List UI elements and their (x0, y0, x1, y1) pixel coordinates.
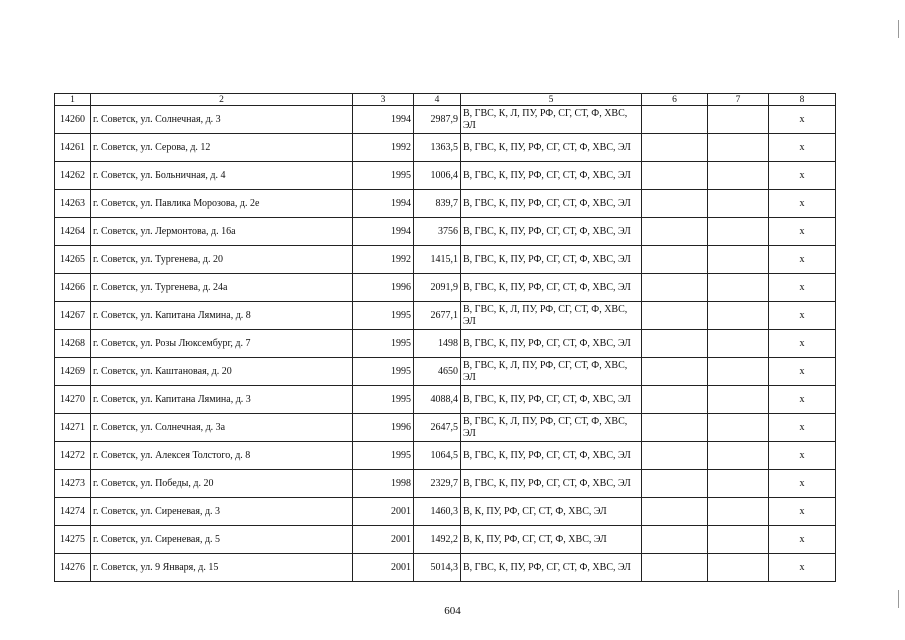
year-cell: 1996 (353, 414, 414, 442)
column-7-cell (708, 414, 769, 442)
column-6-cell (642, 442, 708, 470)
column-6-cell (642, 274, 708, 302)
address-cell: г. Советск, ул. Павлика Морозова, д. 2е (91, 190, 353, 218)
area-cell: 1363,5 (414, 134, 461, 162)
address-cell: г. Советск, ул. Капитана Лямина, д. 8 (91, 302, 353, 330)
column-6-cell (642, 386, 708, 414)
column-8-cell: x (769, 274, 836, 302)
column-8-cell: x (769, 498, 836, 526)
column-7-cell (708, 302, 769, 330)
row-number-cell: 14260 (55, 106, 91, 134)
area-cell: 2329,7 (414, 470, 461, 498)
row-number-cell: 14270 (55, 386, 91, 414)
area-cell: 5014,3 (414, 554, 461, 582)
year-cell: 1992 (353, 134, 414, 162)
table-row (55, 554, 836, 582)
column-8-cell: x (769, 218, 836, 246)
column-8-cell: x (769, 302, 836, 330)
address-cell: г. Советск, ул. Розы Люксембург, д. 7 (91, 330, 353, 358)
services-cell: В, ГВС, К, Л, ПУ, РФ, СГ, СТ, Ф, ХВС, ЭЛ (461, 414, 642, 442)
column-6-cell (642, 106, 708, 134)
column-7-cell (708, 358, 769, 386)
area-cell: 2091,9 (414, 274, 461, 302)
column-8-cell: x (769, 106, 836, 134)
services-cell: В, ГВС, К, ПУ, РФ, СГ, СТ, Ф, ХВС, ЭЛ (461, 218, 642, 246)
column-header-7: 7 (708, 94, 769, 106)
column-7-cell (708, 330, 769, 358)
column-6-cell (642, 330, 708, 358)
table-row (55, 358, 836, 386)
table-row (55, 190, 836, 218)
scan-edge-mark (898, 20, 899, 38)
table-row (55, 134, 836, 162)
table-row (55, 498, 836, 526)
address-cell: г. Советск, ул. Больничная, д. 4 (91, 162, 353, 190)
row-number-cell: 14268 (55, 330, 91, 358)
table-row (55, 274, 836, 302)
column-8-cell: x (769, 414, 836, 442)
column-7-cell (708, 386, 769, 414)
column-6-cell (642, 302, 708, 330)
services-cell: В, ГВС, К, ПУ, РФ, СГ, СТ, Ф, ХВС, ЭЛ (461, 162, 642, 190)
table-header-row (55, 94, 836, 106)
services-cell: В, К, ПУ, РФ, СГ, СТ, Ф, ХВС, ЭЛ (461, 526, 642, 554)
column-6-cell (642, 190, 708, 218)
services-cell: В, ГВС, К, ПУ, РФ, СГ, СТ, Ф, ХВС, ЭЛ (461, 386, 642, 414)
table-row (55, 162, 836, 190)
row-number-cell: 14267 (55, 302, 91, 330)
scan-edge-mark (898, 590, 899, 608)
services-cell: В, ГВС, К, Л, ПУ, РФ, СГ, СТ, Ф, ХВС, ЭЛ (461, 106, 642, 134)
services-cell: В, ГВС, К, ПУ, РФ, СГ, СТ, Ф, ХВС, ЭЛ (461, 246, 642, 274)
services-cell: В, ГВС, К, ПУ, РФ, СГ, СТ, Ф, ХВС, ЭЛ (461, 442, 642, 470)
year-cell: 1995 (353, 162, 414, 190)
column-8-cell: x (769, 442, 836, 470)
area-cell: 1064,5 (414, 442, 461, 470)
column-8-cell: x (769, 386, 836, 414)
table-row (55, 526, 836, 554)
year-cell: 1994 (353, 218, 414, 246)
address-cell: г. Советск, ул. Каштановая, д. 20 (91, 358, 353, 386)
area-cell: 1498 (414, 330, 461, 358)
page-number: 604 (444, 605, 461, 617)
column-8-cell: x (769, 330, 836, 358)
column-header-5: 5 (461, 94, 642, 106)
year-cell: 2001 (353, 498, 414, 526)
services-cell: В, ГВС, К, ПУ, РФ, СГ, СТ, Ф, ХВС, ЭЛ (461, 470, 642, 498)
address-cell: г. Советск, ул. Лермонтова, д. 16а (91, 218, 353, 246)
column-header-8: 8 (769, 94, 836, 106)
row-number-cell: 14261 (55, 134, 91, 162)
column-7-cell (708, 554, 769, 582)
services-cell: В, ГВС, К, ПУ, РФ, СГ, СТ, Ф, ХВС, ЭЛ (461, 554, 642, 582)
year-cell: 1995 (353, 442, 414, 470)
area-cell: 2647,5 (414, 414, 461, 442)
services-cell: В, ГВС, К, ПУ, РФ, СГ, СТ, Ф, ХВС, ЭЛ (461, 190, 642, 218)
area-cell: 1415,1 (414, 246, 461, 274)
row-number-cell: 14264 (55, 218, 91, 246)
year-cell: 1992 (353, 246, 414, 274)
column-7-cell (708, 162, 769, 190)
year-cell: 2001 (353, 526, 414, 554)
column-header-1: 1 (55, 94, 91, 106)
row-number-cell: 14272 (55, 442, 91, 470)
column-6-cell (642, 358, 708, 386)
table-row (55, 302, 836, 330)
table-row (55, 442, 836, 470)
column-7-cell (708, 190, 769, 218)
column-header-3: 3 (353, 94, 414, 106)
area-cell: 1460,3 (414, 498, 461, 526)
column-6-cell (642, 246, 708, 274)
address-cell: г. Советск, ул. Серова, д. 12 (91, 134, 353, 162)
services-cell: В, ГВС, К, ПУ, РФ, СГ, СТ, Ф, ХВС, ЭЛ (461, 134, 642, 162)
services-cell: В, ГВС, К, ПУ, РФ, СГ, СТ, Ф, ХВС, ЭЛ (461, 274, 642, 302)
column-8-cell: x (769, 134, 836, 162)
address-cell: г. Советск, ул. 9 Января, д. 15 (91, 554, 353, 582)
column-8-cell: x (769, 246, 836, 274)
year-cell: 1995 (353, 358, 414, 386)
row-number-cell: 14271 (55, 414, 91, 442)
column-header-6: 6 (642, 94, 708, 106)
column-6-cell (642, 526, 708, 554)
column-header-2: 2 (91, 94, 353, 106)
year-cell: 1995 (353, 386, 414, 414)
table-row (55, 386, 836, 414)
column-7-cell (708, 106, 769, 134)
column-7-cell (708, 246, 769, 274)
column-7-cell (708, 134, 769, 162)
year-cell: 1995 (353, 330, 414, 358)
column-6-cell (642, 554, 708, 582)
column-6-cell (642, 162, 708, 190)
area-cell: 4088,4 (414, 386, 461, 414)
column-6-cell (642, 498, 708, 526)
year-cell: 1994 (353, 190, 414, 218)
table-row (55, 470, 836, 498)
services-cell: В, ГВС, К, Л, ПУ, РФ, СГ, СТ, Ф, ХВС, ЭЛ (461, 302, 642, 330)
services-cell: В, ГВС, К, ПУ, РФ, СГ, СТ, Ф, ХВС, ЭЛ (461, 330, 642, 358)
column-7-cell (708, 218, 769, 246)
area-cell: 1492,2 (414, 526, 461, 554)
area-cell: 2987,9 (414, 106, 461, 134)
address-cell: г. Советск, ул. Победы, д. 20 (91, 470, 353, 498)
area-cell: 4650 (414, 358, 461, 386)
row-number-cell: 14273 (55, 470, 91, 498)
column-6-cell (642, 414, 708, 442)
column-8-cell: x (769, 358, 836, 386)
column-7-cell (708, 442, 769, 470)
column-6-cell (642, 218, 708, 246)
housing-register-table (54, 93, 836, 582)
row-number-cell: 14276 (55, 554, 91, 582)
table-row (55, 414, 836, 442)
year-cell: 2001 (353, 554, 414, 582)
column-7-cell (708, 470, 769, 498)
address-cell: г. Советск, ул. Тургенева, д. 20 (91, 246, 353, 274)
row-number-cell: 14263 (55, 190, 91, 218)
column-7-cell (708, 498, 769, 526)
area-cell: 839,7 (414, 190, 461, 218)
area-cell: 1006,4 (414, 162, 461, 190)
column-8-cell: x (769, 526, 836, 554)
address-cell: г. Советск, ул. Солнечная, д. 3а (91, 414, 353, 442)
row-number-cell: 14275 (55, 526, 91, 554)
table-row (55, 330, 836, 358)
row-number-cell: 14269 (55, 358, 91, 386)
column-6-cell (642, 134, 708, 162)
services-cell: В, К, ПУ, РФ, СГ, СТ, Ф, ХВС, ЭЛ (461, 498, 642, 526)
column-header-4: 4 (414, 94, 461, 106)
year-cell: 1998 (353, 470, 414, 498)
table-row (55, 246, 836, 274)
year-cell: 1995 (353, 302, 414, 330)
row-number-cell: 14262 (55, 162, 91, 190)
table-row (55, 218, 836, 246)
address-cell: г. Советск, ул. Сиреневая, д. 3 (91, 498, 353, 526)
year-cell: 1996 (353, 274, 414, 302)
address-cell: г. Советск, ул. Сиреневая, д. 5 (91, 526, 353, 554)
address-cell: г. Советск, ул. Алексея Толстого, д. 8 (91, 442, 353, 470)
row-number-cell: 14274 (55, 498, 91, 526)
area-cell: 2677,1 (414, 302, 461, 330)
address-cell: г. Советск, ул. Капитана Лямина, д. 3 (91, 386, 353, 414)
address-cell: г. Советск, ул. Солнечная, д. 3 (91, 106, 353, 134)
row-number-cell: 14266 (55, 274, 91, 302)
year-cell: 1994 (353, 106, 414, 134)
address-cell: г. Советск, ул. Тургенева, д. 24а (91, 274, 353, 302)
column-7-cell (708, 274, 769, 302)
column-8-cell: x (769, 190, 836, 218)
area-cell: 3756 (414, 218, 461, 246)
column-6-cell (642, 470, 708, 498)
services-cell: В, ГВС, К, Л, ПУ, РФ, СГ, СТ, Ф, ХВС, ЭЛ (461, 358, 642, 386)
table-row (55, 106, 836, 134)
row-number-cell: 14265 (55, 246, 91, 274)
column-8-cell: x (769, 162, 836, 190)
column-8-cell: x (769, 554, 836, 582)
column-8-cell: x (769, 470, 836, 498)
column-7-cell (708, 526, 769, 554)
